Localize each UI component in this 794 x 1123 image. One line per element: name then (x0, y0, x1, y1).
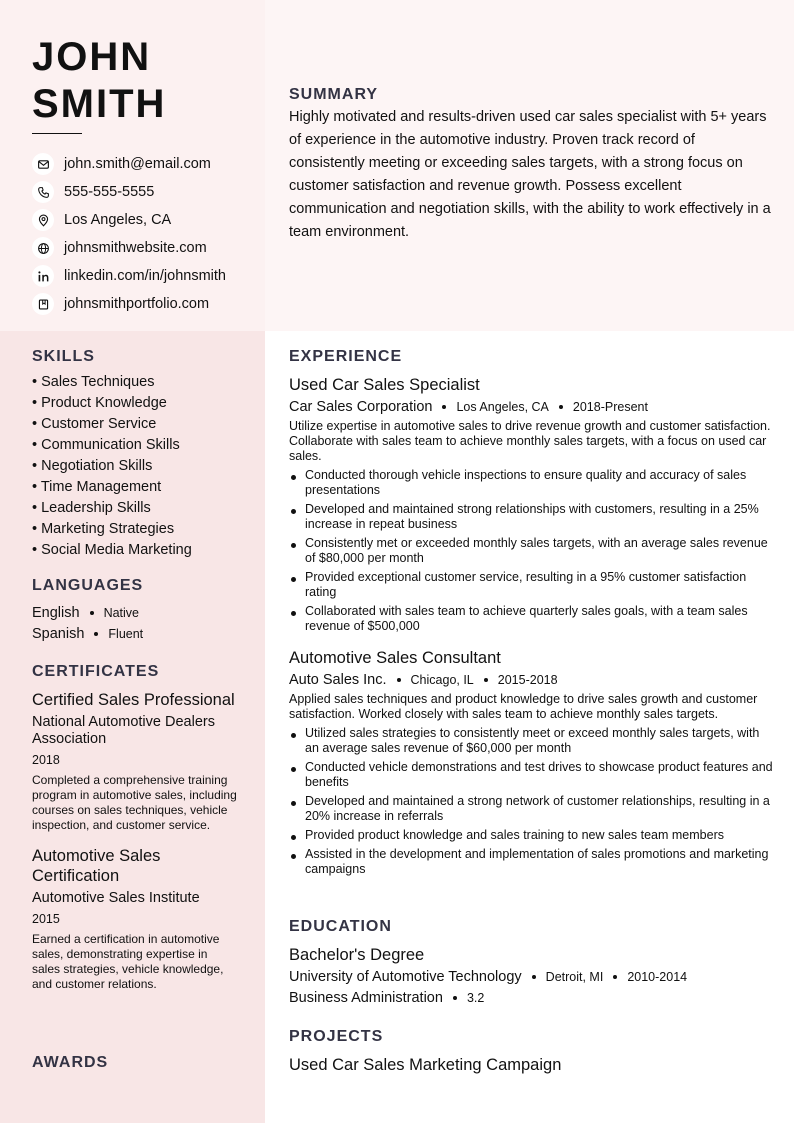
name-divider (32, 133, 82, 134)
projects-heading: PROJECTS (289, 1028, 384, 1045)
skill-item: • Leadership Skills (32, 500, 151, 516)
job-company: Car Sales Corporation (289, 399, 433, 415)
certificate-item (32, 690, 237, 833)
separator-dot (453, 996, 457, 1000)
phone-icon (32, 181, 54, 203)
job-meta (289, 671, 774, 689)
summary-heading: SUMMARY (289, 86, 379, 103)
job-item (289, 375, 774, 634)
certificates-section (32, 663, 237, 992)
skill-item: • Social Media Marketing (32, 542, 192, 558)
job-bullets (289, 468, 774, 634)
education-field-row (289, 989, 774, 1007)
education-field: Business Administration (289, 990, 443, 1006)
language-level: Fluent (108, 626, 144, 641)
contact-list (32, 150, 226, 318)
job-location: Los Angeles, CA (456, 400, 549, 414)
job-bullet: Utilized sales strategies to consistently meet or exceed monthly sales targets, with an average sales revenue of $60,000 per month (289, 726, 774, 756)
separator-dot (484, 678, 488, 682)
skill-item: • Sales Techniques (32, 374, 155, 390)
education-school: University of Automotive Technology (289, 969, 522, 985)
job-company: Auto Sales Inc. (289, 672, 387, 688)
skills-section (32, 348, 237, 561)
certificate-title: Certified Sales Professional (32, 691, 235, 709)
contact-portfolio-text: johnsmithportfolio.com (64, 296, 210, 312)
skill-item: • Communication Skills (32, 437, 180, 453)
language-item (32, 602, 237, 623)
skills-heading: SKILLS (32, 348, 95, 365)
languages-list (32, 602, 237, 644)
job-desc: Utilize expertise in automotive sales to drive revenue growth and customer satisfaction. Collaborate with sales team to achieve monthly sales targets, with a focus on used car sales. (289, 419, 771, 463)
job-bullet: Collaborated with sales team to achieve quarterly sales goals, with a team sales revenue of $500,000 (289, 604, 774, 634)
contact-email-text: john.smith@email.com (64, 156, 211, 172)
job-item (289, 648, 774, 877)
contact-phone-text: 555-555-5555 (64, 184, 155, 200)
separator-dot (613, 975, 617, 979)
skills-list (32, 372, 237, 561)
job-bullet: Provided product knowledge and sales training to new sales team members (289, 828, 774, 843)
contact-website[interactable] (32, 234, 226, 262)
experience-section (289, 348, 774, 881)
awards-heading: AWARDS (32, 1054, 109, 1071)
separator-dot (442, 405, 446, 409)
separator-dot (94, 632, 98, 636)
contact-location-text: Los Angeles, CA (64, 212, 172, 228)
email-icon (32, 153, 54, 175)
job-bullets (289, 726, 774, 877)
education-meta (289, 968, 774, 986)
language-level: Native (103, 605, 139, 620)
certificate-item (32, 846, 237, 992)
job-bullet: Provided exceptional customer service, resulting in a 95% customer satisfaction rating (289, 570, 774, 600)
contact-linkedin[interactable] (32, 262, 226, 290)
contact-phone[interactable] (32, 178, 226, 206)
contact-linkedin-text: linkedin.com/in/johnsmith (64, 268, 226, 284)
certificates-heading: CERTIFICATES (32, 663, 160, 680)
job-location: Chicago, IL (410, 673, 474, 687)
name-last: SMITH (32, 82, 167, 126)
education-dates: 2010-2014 (627, 970, 688, 984)
job-title: Used Car Sales Specialist (289, 376, 480, 394)
certificate-year: 2018 (32, 753, 60, 767)
awards-section (32, 1054, 237, 1072)
projects-section (289, 1028, 774, 1075)
job-bullet: Conducted vehicle demonstrations and test drives to showcase product features and benefits (289, 760, 774, 790)
education-location: Detroit, MI (545, 970, 604, 984)
summary-section (289, 86, 774, 244)
project-title: Used Car Sales Marketing Campaign (289, 1056, 562, 1074)
job-bullet: Developed and maintained a strong network of customer relationships, resulting in a 20% increase in referrals (289, 794, 774, 824)
education-heading: EDUCATION (289, 918, 392, 935)
contact-website-text: johnsmithwebsite.com (64, 240, 207, 256)
name-first: JOHN (32, 35, 152, 79)
languages-heading: LANGUAGES (32, 577, 144, 594)
language-name: English (32, 604, 80, 621)
job-dates: 2015-2018 (497, 673, 558, 687)
globe-icon (32, 237, 54, 259)
separator-dot (559, 405, 563, 409)
certificate-org: National Automotive Dealers Association (32, 714, 215, 747)
job-desc: Applied sales techniques and product knowledge to drive sales growth and customer satisfaction. Worked closely with sales team to achieve monthly sales targets. (289, 692, 758, 721)
education-degree: Bachelor's Degree (289, 946, 425, 964)
linkedin-icon (32, 265, 54, 287)
skill-item: • Customer Service (32, 416, 157, 432)
certificate-desc: Completed a comprehensive training program in automotive sales, including courses on sales techniques, vehicle inspection, and customer service. (32, 773, 237, 832)
certificate-desc: Earned a certification in automotive sales, demonstrating expertise in sales strategies, vehicle knowledge, and customer relations. (32, 932, 224, 991)
languages-section (32, 577, 237, 644)
contact-email[interactable] (32, 150, 226, 178)
job-bullet: Consistently met or exceeded monthly sales targets, with an average sales revenue of $80,000 per month (289, 536, 774, 566)
contact-location (32, 206, 226, 234)
bookmark-icon (32, 293, 54, 315)
contact-portfolio[interactable] (32, 290, 226, 318)
education-section (289, 918, 774, 1007)
separator-dot (532, 975, 536, 979)
certificate-title: Automotive Sales Certification (32, 847, 161, 885)
location-pin-icon (32, 209, 54, 231)
skill-item: • Product Knowledge (32, 395, 167, 411)
job-meta (289, 398, 774, 416)
separator-dot (90, 611, 94, 615)
certificate-org: Automotive Sales Institute (32, 890, 200, 906)
skill-item: • Time Management (32, 479, 162, 495)
job-bullet: Assisted in the development and implementation of sales promotions and marketing campaigns (289, 847, 774, 877)
separator-dot (397, 678, 401, 682)
job-title: Automotive Sales Consultant (289, 649, 501, 667)
job-dates: 2018-Present (572, 400, 648, 414)
skill-item: • Negotiation Skills (32, 458, 153, 474)
education-gpa: 3.2 (466, 991, 485, 1005)
language-item (32, 623, 237, 644)
summary-text: Highly motivated and results-driven used car sales specialist with 5+ years of experience in the automotive industry. Proven track record of consistently meeting or exceeding sales targets, with a strong focus on customer satisfaction and revenue growth. Possess excellent communication and negotiation skills, with the ability to work effectively in a team environment. (289, 109, 771, 240)
experience-heading: EXPERIENCE (289, 348, 403, 365)
job-bullet: Developed and maintained strong relationships with customers, resulting in a 25% increase in repeat business (289, 502, 774, 532)
language-name: Spanish (32, 625, 85, 642)
candidate-name (32, 34, 166, 128)
certificate-year: 2015 (32, 912, 60, 926)
skill-item: • Marketing Strategies (32, 521, 175, 537)
job-bullet: Conducted thorough vehicle inspections to ensure quality and accuracy of sales presentations (289, 468, 774, 498)
